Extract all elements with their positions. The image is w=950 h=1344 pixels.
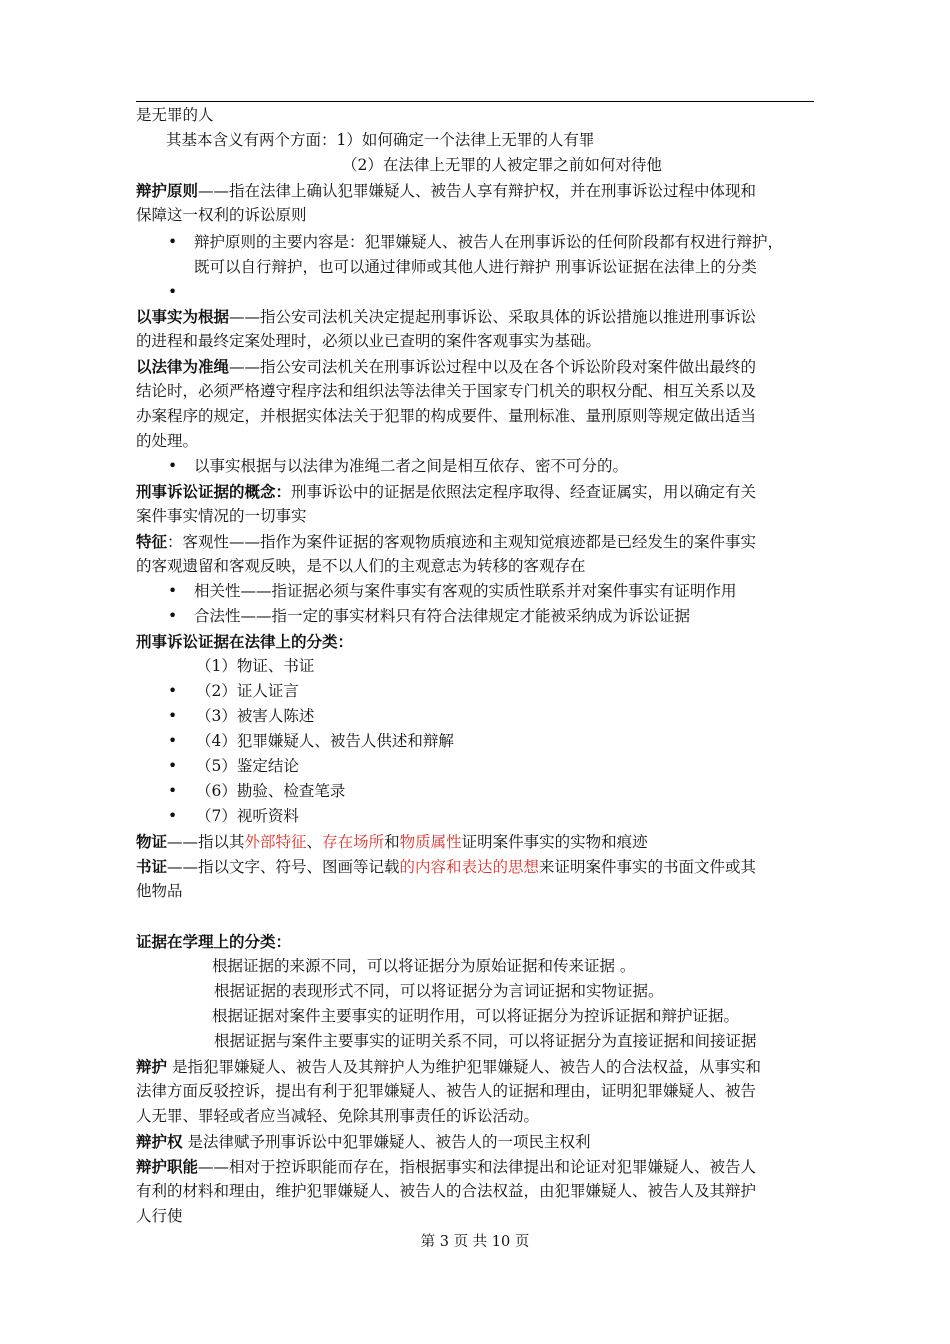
text-span: ：客观性——指作为案件证据的客观物质痕迹和主观知觉痕迹都是已经发生的案件事实 bbox=[167, 533, 757, 551]
list-item: （3）被害人陈述 bbox=[196, 707, 315, 725]
text-line: 案件事实情况的一切事实 bbox=[136, 507, 307, 525]
highlight-text: 外部特征 bbox=[244, 833, 307, 851]
text-line: 的进程和最终定案处理时，必须以业已查明的案件客观事实为基础。 bbox=[136, 332, 602, 350]
text-line: 有利的材料和理由，维护犯罪嫌疑人、被告人的合法权益，由犯罪嫌疑人、被告人及其辩护 bbox=[136, 1182, 757, 1200]
paragraph-line bbox=[136, 479, 756, 505]
term-bold: 以事实为根据 bbox=[136, 307, 230, 326]
text-line: 根据证据的来源不同，可以将证据分为原始证据和传来证据 。 bbox=[212, 957, 636, 975]
paragraph-line bbox=[136, 829, 648, 855]
term-bold: 辩护 bbox=[136, 1057, 168, 1076]
text-line: 相关性——指证据必须与案件事实有客观的实质性联系并对案件事实有证明作用 bbox=[194, 582, 737, 600]
text-line: 是无罪的人 bbox=[136, 106, 214, 124]
text-line: 辩护原则的主要内容是：犯罪嫌疑人、被告人在刑事诉讼的任何阶段都有权进行辩护， bbox=[194, 233, 784, 251]
term-bold: 辩护职能 bbox=[136, 1157, 199, 1176]
list-item: （6）勘验、检查笔录 bbox=[196, 782, 346, 800]
bullet: • bbox=[168, 757, 178, 775]
section-heading: 刑事诉讼证据在法律上的分类： bbox=[136, 632, 354, 651]
list-item: （1）物证、书证 bbox=[196, 657, 315, 675]
paragraph-line bbox=[136, 178, 756, 204]
bullet: • bbox=[168, 607, 178, 625]
text-line: 结论时，必须严格遵守程序法和组织法等法律关于国家专门机关的职权分配、相互关系以及 bbox=[136, 382, 757, 400]
bullet: • bbox=[168, 283, 178, 301]
text-span: ——相对于控诉职能而存在，指根据事实和法律提出和论证对犯罪嫌疑人、被告人 bbox=[198, 1158, 757, 1176]
list-item: （2）证人证言 bbox=[196, 682, 299, 700]
text-span: 、 bbox=[306, 833, 323, 851]
text-line: 既可以自行辩护，也可以通过律师或其他人进行辩护 刑事诉讼证据在法律上的分类 bbox=[194, 258, 757, 276]
section-heading: 证据在学理上的分类： bbox=[136, 932, 292, 951]
text-span: 是指犯罪嫌疑人、被告人及其辩护人为维护犯罪嫌疑人、被告人的合法权益，从事实和 bbox=[167, 1058, 761, 1076]
paragraph-line bbox=[136, 529, 756, 555]
text-line: 他物品 bbox=[136, 882, 183, 900]
paragraph-line bbox=[136, 1054, 761, 1080]
text-line: 法律方面反驳控诉，提出有利于犯罪嫌疑人、被告人的证据和理由，证明犯罪嫌疑人、被告 bbox=[136, 1082, 757, 1100]
term-bold: 特征 bbox=[136, 532, 168, 551]
text-line: 合法性——指一定的事实材料只有符合法律规定才能被采纳成为诉讼证据 bbox=[194, 607, 691, 625]
bullet: • bbox=[168, 707, 178, 725]
paragraph-line bbox=[136, 854, 756, 880]
text-line: 的处理。 bbox=[136, 432, 199, 450]
text-line: 人无罪、罪轻或者应当减轻、免除其刑事责任的诉讼活动。 bbox=[136, 1107, 540, 1125]
text-span: 和 bbox=[384, 833, 400, 851]
page-footer: 第 3 页 共 10 页 bbox=[420, 1234, 530, 1250]
highlight-text: 的内容和表达的思想 bbox=[399, 858, 540, 876]
list-item: （4）犯罪嫌疑人、被告人供述和辩解 bbox=[196, 732, 454, 750]
text-line: 根据证据的表现形式不同，可以将证据分为言词证据和实物证据。 bbox=[214, 982, 664, 1000]
text-span: ——指以其 bbox=[167, 833, 245, 851]
list-item: （7）视听资料 bbox=[196, 807, 299, 825]
term-bold: 刑事诉讼证据的概念： bbox=[136, 482, 292, 501]
text-line: 以事实根据与以法律为准绳二者之间是相互依存、密不可分的。 bbox=[194, 457, 629, 475]
highlight-text: 物质属性 bbox=[399, 833, 462, 851]
paragraph-line bbox=[136, 304, 756, 330]
text-span: 证明案件事实的实物和痕迹 bbox=[461, 833, 648, 851]
text-line: 办案程序的规定，并根据实体法关于犯罪的构成要件、量刑标准、量刑原则等规定做出适当 bbox=[136, 407, 757, 425]
header-rule bbox=[136, 101, 814, 102]
term-bold: 辩护原则 bbox=[136, 181, 199, 200]
bullet: • bbox=[168, 457, 178, 475]
text-span: ——指以文字、符号、图画等记载 bbox=[167, 858, 400, 876]
list-item: （5）鉴定结论 bbox=[196, 757, 299, 775]
term-bold: 辩护权 bbox=[136, 1132, 183, 1151]
term-bold: 书证 bbox=[136, 857, 168, 876]
paragraph-line bbox=[136, 1154, 756, 1180]
text-line: 根据证据对案件主要事实的证明作用，可以将证据分为控诉证据和辩护证据。 bbox=[212, 1007, 740, 1025]
text-line: 的客观遗留和客观反映，是不以人们的主观意志为转移的客观存在 bbox=[136, 557, 586, 575]
bullet: • bbox=[168, 807, 178, 825]
text-span: 是法律赋予刑事诉讼中犯罪嫌疑人、被告人的一项民主权利 bbox=[182, 1133, 591, 1151]
paragraph-line bbox=[136, 1129, 590, 1155]
text-span: 刑事诉讼中的证据是依照法定程序取得、经查证属实，用以确定有关 bbox=[291, 483, 757, 501]
text-span: ——指公安司法机关决定提起刑事诉讼、采取具体的诉讼措施以推进刑事诉讼 bbox=[229, 308, 757, 326]
text-line: 根据证据与案件主要事实的证明关系不同，可以将证据分为直接证据和间接证据 bbox=[214, 1032, 757, 1050]
bullet: • bbox=[168, 582, 178, 600]
text-span: ——指公安司法机关在刑事诉讼过程中以及在各个诉讼阶段对案件做出最终的 bbox=[229, 358, 757, 376]
term-bold: 物证 bbox=[136, 832, 168, 851]
term-bold: 以法律为准绳 bbox=[136, 357, 230, 376]
bullet: • bbox=[168, 233, 178, 251]
text-span: ——指在法律上确认犯罪嫌疑人、被告人享有辩护权，并在刑事诉讼过程中体现和 bbox=[198, 182, 757, 200]
bullet: • bbox=[168, 732, 178, 750]
paragraph-line bbox=[136, 354, 756, 380]
bullet: • bbox=[168, 682, 178, 700]
bullet: • bbox=[168, 782, 178, 800]
text-span: 来证明案件事实的书面文件或其 bbox=[539, 858, 757, 876]
text-line: 保障这一权利的诉讼原则 bbox=[136, 206, 307, 224]
text-line: 其基本含义有两个方面：1）如何确定一个法律上无罪的人有罪 bbox=[166, 131, 595, 149]
text-line: 人行使 bbox=[136, 1207, 183, 1225]
text-line: （2）在法律上无罪的人被定罪之前如何对待他 bbox=[342, 156, 662, 174]
highlight-text: 存在场所 bbox=[322, 833, 385, 851]
